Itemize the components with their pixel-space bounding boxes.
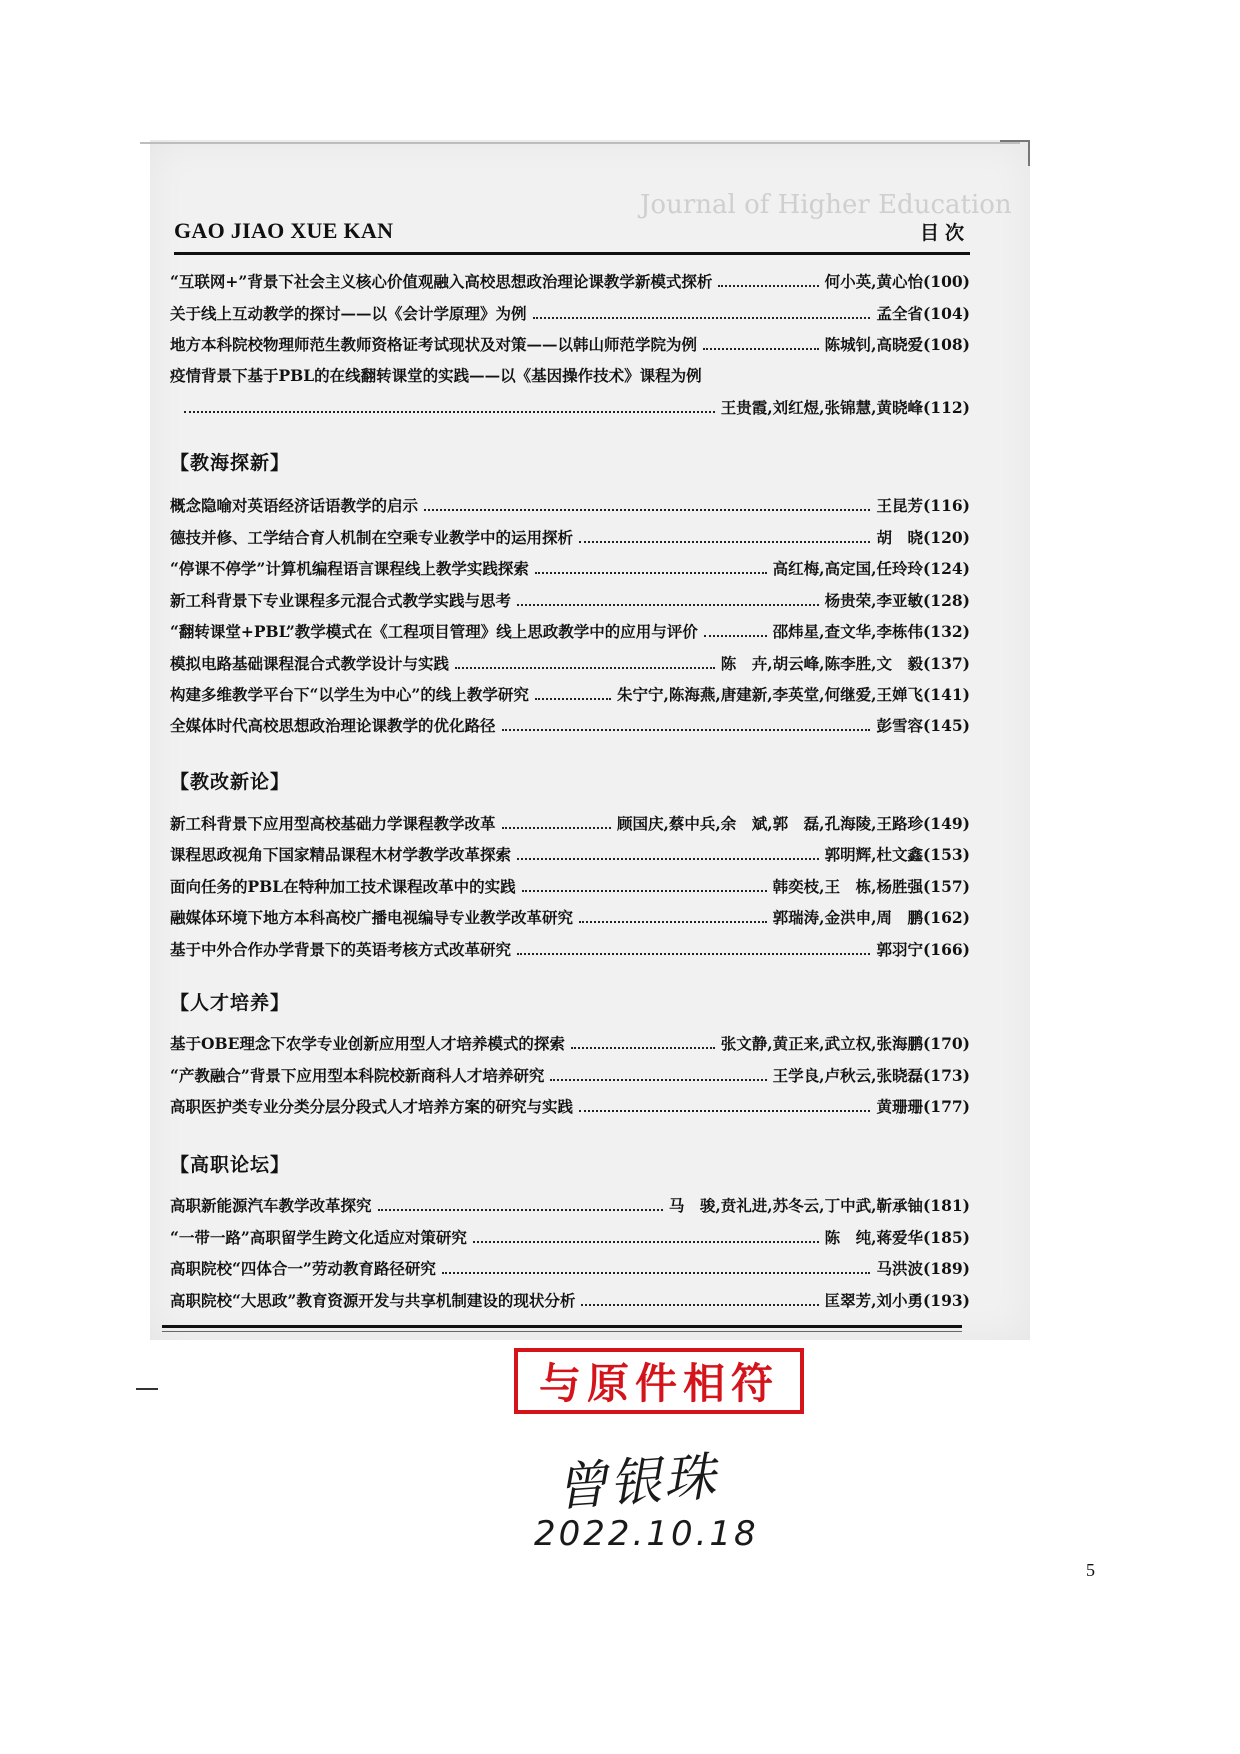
leader-dots bbox=[550, 1078, 766, 1081]
toc-entry bbox=[170, 1056, 970, 1086]
toc-entry bbox=[170, 486, 970, 516]
entry-authors: 高红梅,高定国,任玲玲(124) bbox=[772, 559, 970, 578]
page-edge-line bbox=[140, 142, 1020, 144]
toc-entry bbox=[170, 675, 970, 705]
page-header bbox=[174, 216, 970, 255]
toc-entry bbox=[170, 835, 970, 865]
entry-authors: 杨贵荣,李亚敏(128) bbox=[824, 591, 970, 610]
entry-authors: 王学良,卢秋云,张晓磊(173) bbox=[772, 1066, 970, 1085]
toc-entry bbox=[170, 356, 970, 386]
entry-authors: 黄珊珊(177) bbox=[876, 1097, 970, 1116]
toc-entry bbox=[170, 930, 970, 960]
entry-authors: 陈城钊,高晓爱(108) bbox=[824, 335, 970, 354]
leader-dots bbox=[535, 697, 611, 700]
leader-dots bbox=[455, 666, 715, 669]
entry-authors: 孟全省(104) bbox=[876, 304, 970, 323]
leader-dots bbox=[378, 1208, 663, 1211]
entry-authors: 何小英,黄心怡(100) bbox=[824, 272, 970, 291]
entry-authors: 陈 纯,蒋爱华(185) bbox=[824, 1228, 970, 1247]
section-heading: 【高职论坛】 bbox=[170, 1154, 291, 1176]
leader-dots bbox=[473, 1240, 819, 1243]
journal-name: GAO JIAO XUE KAN bbox=[174, 218, 394, 243]
leader-dots bbox=[184, 410, 715, 413]
section-heading: 【人才培养】 bbox=[170, 992, 291, 1014]
margin-dash bbox=[136, 1388, 158, 1390]
entry-authors: 顾国庆,蔡中兵,余 斌,郭 磊,孔海陵,王路珍(149) bbox=[616, 814, 970, 833]
entry-authors: 郭瑞涛,金洪申,周 鹏(162) bbox=[772, 908, 970, 927]
toc-entry bbox=[170, 262, 970, 292]
section-heading: 【教海探新】 bbox=[170, 452, 291, 474]
entry-title: 高职院校“大思政”教育资源开发与共享机制建设的现状分析 bbox=[170, 1291, 576, 1310]
handwritten-signature: 曾银珠 bbox=[553, 1447, 720, 1519]
toc-entry-continued bbox=[170, 388, 970, 418]
leader-dots bbox=[533, 316, 871, 319]
leader-dots bbox=[424, 508, 870, 511]
leader-dots bbox=[502, 826, 611, 829]
entry-title: “一带一路”高职留学生跨文化适应对策研究 bbox=[170, 1228, 467, 1247]
entry-title: 关于线上互动教学的探讨——以《会计学原理》为例 bbox=[170, 304, 527, 323]
entry-title: 地方本科院校物理师范生教师资格证考试现状及对策——以韩山师范学院为例 bbox=[170, 335, 698, 354]
entry-title: “互联网+”背景下社会主义核心价值观融入高校思想政治理论课教学新模式探析 bbox=[170, 272, 713, 291]
certification-stamp bbox=[514, 1348, 804, 1414]
bleed-through-text: Journal of Higher Education bbox=[640, 190, 1012, 220]
entry-title: 课程思政视角下国家精品课程木材学教学改革探索 bbox=[170, 845, 512, 864]
entry-title: 融媒体环境下地方本科高校广播电视编导专业教学改革研究 bbox=[170, 908, 574, 927]
leader-dots bbox=[579, 920, 767, 923]
toc-entry bbox=[170, 1249, 970, 1279]
toc-title: 目次 bbox=[919, 222, 970, 244]
page-number: 5 bbox=[1086, 1560, 1095, 1580]
toc-entry bbox=[170, 612, 970, 642]
entry-title: 构建多维教学平台下“以学生为中心”的线上教学研究 bbox=[170, 685, 529, 704]
toc-entry bbox=[170, 1087, 970, 1117]
entry-title: “产教融合”背景下应用型本科院校新商科人才培养研究 bbox=[170, 1066, 545, 1085]
entry-authors: 郭羽宁(166) bbox=[876, 940, 970, 959]
entry-authors: 匡翠芳,刘小勇(193) bbox=[824, 1291, 970, 1310]
leader-dots bbox=[579, 1109, 870, 1112]
toc-entry bbox=[170, 1218, 970, 1248]
toc-entry bbox=[170, 549, 970, 579]
toc-entry bbox=[170, 1186, 970, 1216]
entry-authors: 王贵霞,刘红煜,张锦慧,黄晓峰(112) bbox=[720, 398, 970, 417]
entry-title: 新工科背景下专业课程多元混合式教学实践与思考 bbox=[170, 591, 512, 610]
toc-entry bbox=[170, 581, 970, 611]
toc-entry bbox=[170, 518, 970, 548]
entry-title: 基于OBE理念下农学专业创新应用型人才培养模式的探索 bbox=[170, 1034, 565, 1053]
toc-entry bbox=[170, 1281, 970, 1311]
leader-dots bbox=[517, 952, 870, 955]
leader-dots bbox=[517, 603, 819, 606]
entry-title: 概念隐喻对英语经济话语教学的启示 bbox=[170, 496, 419, 515]
entry-title: 德技并修、工学结合育人机制在空乘专业教学中的运用探析 bbox=[170, 528, 574, 547]
toc-entry bbox=[170, 898, 970, 928]
entry-authors: 彭雪容(145) bbox=[876, 716, 970, 735]
entry-authors: 韩奕枝,王 栋,杨胜强(157) bbox=[772, 877, 970, 896]
entry-authors: 朱宁宁,陈海燕,唐建新,李英堂,何继爱,王婵飞(141) bbox=[616, 685, 970, 704]
toc-entry bbox=[170, 1024, 970, 1054]
corner-mark bbox=[1000, 140, 1030, 166]
entry-authors: 郭明辉,杜文鑫(153) bbox=[824, 845, 970, 864]
bottom-rule-thin bbox=[162, 1331, 962, 1332]
toc-entry bbox=[170, 804, 970, 834]
toc-entry bbox=[170, 325, 970, 355]
toc-entry bbox=[170, 294, 970, 324]
leader-dots bbox=[704, 634, 767, 637]
handwritten-date: 2022.10.18 bbox=[534, 1514, 759, 1554]
entry-authors: 邵炜星,查文华,李栋伟(132) bbox=[772, 622, 970, 641]
leader-dots bbox=[703, 347, 819, 350]
toc-entry bbox=[170, 706, 970, 736]
entry-title: 高职医护类专业分类分层分段式人才培养方案的研究与实践 bbox=[170, 1097, 574, 1116]
leader-dots bbox=[442, 1271, 871, 1274]
leader-dots bbox=[502, 728, 871, 731]
leader-dots bbox=[718, 284, 818, 287]
entry-authors: 马 骏,贲礼进,苏冬云,丁中武,靳承铀(181) bbox=[668, 1196, 970, 1215]
toc-entry bbox=[170, 867, 970, 897]
leader-dots bbox=[535, 571, 767, 574]
entry-title: 疫情背景下基于PBL的在线翻转课堂的实践——以《基因操作技术》课程为例 bbox=[170, 366, 702, 385]
entry-title: 全媒体时代高校思想政治理论课教学的优化路径 bbox=[170, 716, 496, 735]
leader-dots bbox=[571, 1046, 715, 1049]
entry-title: 基于中外合作办学背景下的英语考核方式改革研究 bbox=[170, 940, 512, 959]
bottom-rule bbox=[162, 1325, 962, 1328]
toc-entry bbox=[170, 644, 970, 674]
leader-dots bbox=[579, 540, 870, 543]
section-heading: 【教改新论】 bbox=[170, 771, 291, 793]
entry-title: 模拟电路基础课程混合式教学设计与实践 bbox=[170, 654, 450, 673]
leader-dots bbox=[581, 1303, 818, 1306]
entry-title: 高职新能源汽车教学改革探究 bbox=[170, 1196, 372, 1215]
entry-authors: 陈 卉,胡云峰,陈李胜,文 毅(137) bbox=[720, 654, 970, 673]
leader-dots bbox=[522, 889, 767, 892]
entry-title: 面向任务的PBL在特种加工技术课程改革中的实践 bbox=[170, 877, 516, 896]
entry-authors: 王昆芳(116) bbox=[876, 496, 970, 515]
entry-authors: 马洪波(189) bbox=[876, 1259, 970, 1278]
stamp-text: 与原件相符 bbox=[538, 1359, 779, 1408]
entry-title: “翻转课堂+PBL”教学模式在《工程项目管理》线上思政教学中的应用与评价 bbox=[170, 622, 698, 641]
leader-dots bbox=[517, 857, 819, 860]
entry-authors: 胡 晓(120) bbox=[876, 528, 970, 547]
entry-authors: 张文静,黄正来,武立权,张海鹏(170) bbox=[720, 1034, 970, 1053]
entry-title: 新工科背景下应用型高校基础力学课程教学改革 bbox=[170, 814, 496, 833]
entry-title: 高职院校“四体合一”劳动教育路径研究 bbox=[170, 1259, 436, 1278]
entry-title: “停课不停学”计算机编程语言课程线上教学实践探索 bbox=[170, 559, 529, 578]
